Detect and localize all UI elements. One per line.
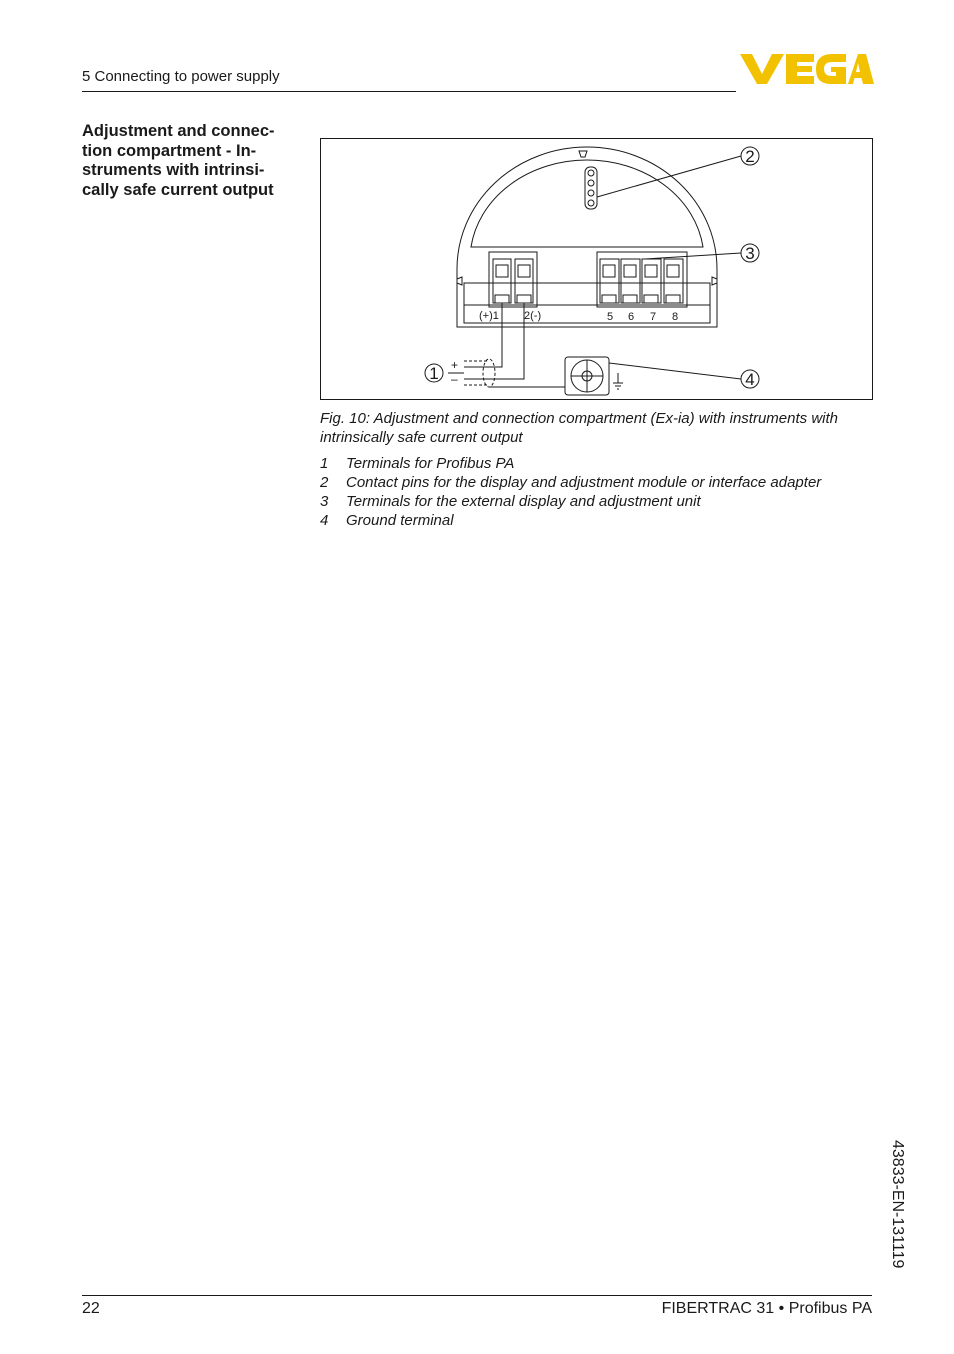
legend-number: 3 xyxy=(320,493,329,510)
connection-compartment-diagram xyxy=(321,139,874,401)
header-divider xyxy=(82,91,736,92)
legend-item xyxy=(320,511,880,530)
legend-text: Contact pins for the display and adjustment module or interface adapter xyxy=(346,474,822,491)
legend-item xyxy=(320,473,880,492)
heading-line: cally safe current output xyxy=(82,180,274,199)
callout-4: 4 xyxy=(745,370,755,389)
terminal-label-6: 6 xyxy=(627,311,635,323)
legend-number: 4 xyxy=(320,512,329,529)
figure-caption: Fig. 10: Adjustment and connection compartment (Ex-ia) with instruments with intrinsically safe current output xyxy=(320,410,838,446)
terminal-label-8: 8 xyxy=(671,311,679,323)
callout-2: 2 xyxy=(745,147,755,166)
heading-line: Adjustment and connec- xyxy=(82,122,275,140)
legend-number: 2 xyxy=(320,474,329,491)
page-number: 22 xyxy=(82,1300,100,1317)
polarity-plus: + xyxy=(451,358,459,372)
heading-line: tion compartment - In- xyxy=(82,141,257,160)
callout-1: 1 xyxy=(429,364,439,383)
terminal-label-1: (+)1 xyxy=(479,310,499,322)
housing-inner-arc xyxy=(471,160,703,247)
legend-number: 1 xyxy=(320,455,329,472)
terminal-block-profibus xyxy=(489,252,537,307)
section-header: 5 Connecting to power supply xyxy=(82,68,280,85)
footer-divider xyxy=(82,1295,872,1296)
vega-logo xyxy=(740,50,874,86)
heading-line: struments with intrinsi- xyxy=(82,161,265,179)
wiring-diagram-figure xyxy=(320,138,873,400)
polarity-minus: – xyxy=(451,372,458,386)
terminal-label-7: 7 xyxy=(649,311,657,323)
document-id: 43833-EN-131119 xyxy=(889,1140,906,1269)
product-name: FIBERTRAC 31 • Profibus PA xyxy=(661,1300,872,1317)
callout-3: 3 xyxy=(745,244,755,263)
legend-item xyxy=(320,492,880,511)
legend-text: Terminals for Profibus PA xyxy=(346,455,515,472)
terminal-label-2: 2(-) xyxy=(524,310,542,322)
terminal-label-5: 5 xyxy=(606,311,614,323)
figure-legend xyxy=(320,454,880,530)
legend-item xyxy=(320,454,880,473)
section-heading xyxy=(82,122,307,200)
legend-text: Ground terminal xyxy=(346,512,454,529)
legend-text: Terminals for the external display and adjustment unit xyxy=(346,493,701,510)
contact-pins xyxy=(585,167,597,209)
